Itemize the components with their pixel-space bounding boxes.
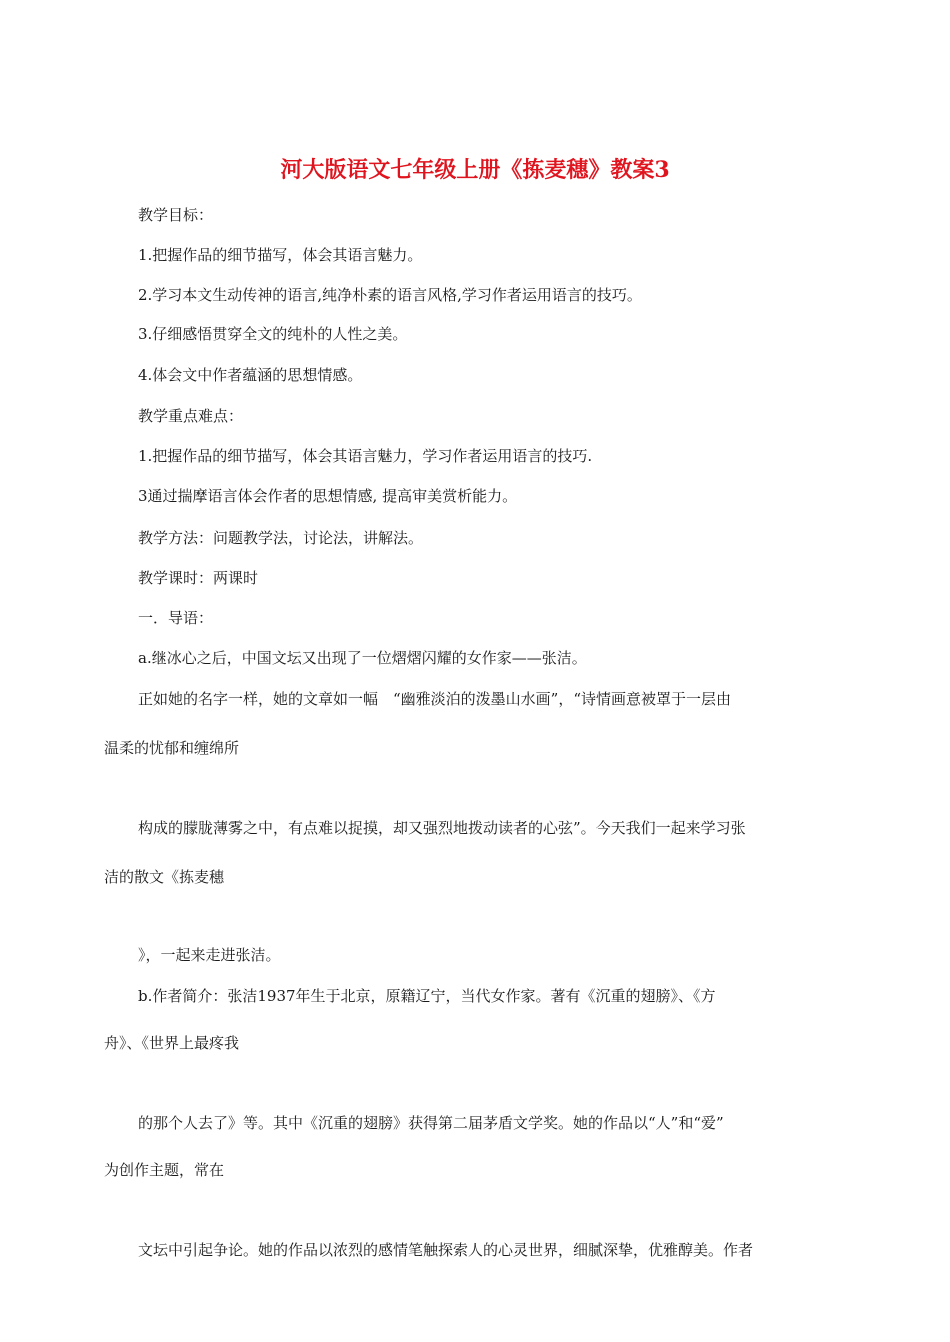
objective-item-1: 1.把握作品的细节描写，体会其语言魅力。: [138, 246, 423, 264]
author-intro-line: 文坛中引起争论。她的作品以浓烈的感情笔触探索人的心灵世界，细腻深挚，优雅醇美。作者: [138, 1241, 754, 1259]
paragraph-line: 构成的朦胧薄雾之中，有点难以捉摸，却又强烈地拨动读者的心弦”。今天我们一起来学习张: [138, 819, 746, 837]
key-point-item-2: 3通过揣摩语言体会作者的思想情感, 提高审美赏析能力。: [138, 487, 518, 505]
intro-paragraph-a: a.继冰心之后，中国文坛又出现了一位熠熠闪耀的女作家——张洁。: [138, 649, 587, 667]
author-intro-line: 舟》、《世界上最疼我: [104, 1034, 240, 1052]
author-intro-line: 的那个人去了》等。其中《沉重的翅膀》获得第二届茅盾文学奖。她的作品以“人”和“爱”: [138, 1114, 724, 1132]
section-heading-intro: 一．导语：: [138, 609, 214, 627]
objective-item-4: 4.体会文中作者蕴涵的思想情感。: [138, 366, 363, 384]
paragraph-line: 温柔的忧郁和缠绵所: [104, 739, 240, 757]
teaching-methods: 教学方法：问题教学法，讨论法，讲解法。: [138, 529, 424, 547]
author-intro-line: b.作者简介：张洁1937年生于北京，原籍辽宁，当代女作家。著有《沉重的翅膀》、《方: [138, 987, 716, 1005]
teaching-hours: 教学课时：两课时: [138, 569, 259, 587]
document-title: 河大版语文七年级上册《拣麦穗》教案3: [280, 157, 670, 183]
objective-item-3: 3.仔细感悟贯穿全文的纯朴的人性之美。: [138, 325, 408, 343]
section-heading-key-points: 教学重点难点：: [138, 407, 244, 425]
paragraph-line: 洁的散文《拣麦穗: [104, 868, 225, 886]
objective-item-2: 2.学习本文生动传神的语言,纯净朴素的语言风格,学习作者运用语言的技巧。: [138, 286, 642, 304]
key-point-item-1: 1.把握作品的细节描写，体会其语言魅力，学习作者运用语言的技巧.: [138, 447, 593, 465]
paragraph-line: 》，一起来走进张洁。: [138, 946, 281, 964]
section-heading-objectives: 教学目标：: [138, 206, 214, 224]
author-intro-line: 为创作主题，常在: [104, 1161, 225, 1179]
paragraph-line: 正如她的名字一样，她的文章如一幅 “幽雅淡泊的泼墨山水画”，“诗情画意被罩于一层由: [138, 690, 732, 708]
